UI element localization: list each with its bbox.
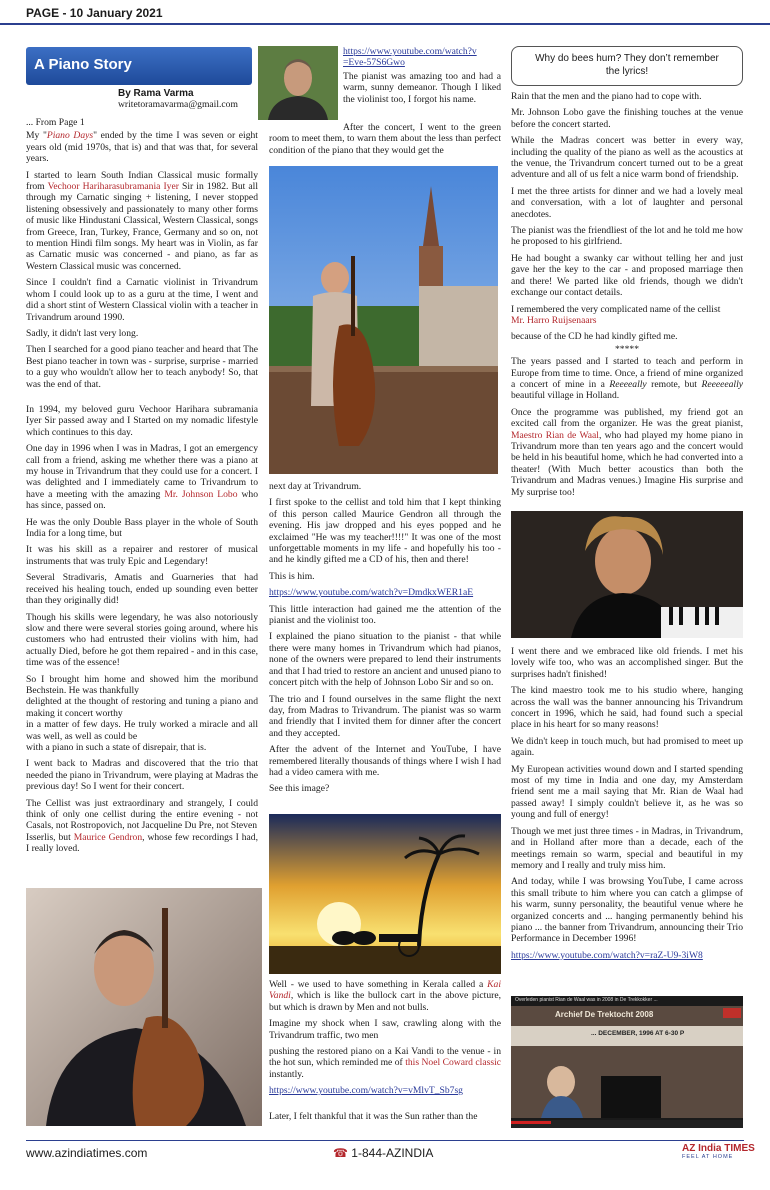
author-email[interactable]: writetoramavarma@gmail.com [118,99,238,110]
author-name: By Rama Varma [118,88,194,99]
paragraph: This little interaction had gained me the attention of the pianist and the violinist too. [269,603,501,627]
footer-rule [26,1140,744,1141]
column-3-bottom [511,646,743,966]
quote-line-2: the lyrics! [605,66,649,77]
pianist-portrait-icon [511,511,743,638]
column-2-bottom [269,979,501,1127]
youtube-link-1[interactable]: https://www.youtube.com/watch?v =Eve-57S6Gwo [343,46,477,69]
paragraph: It was his skill as a repairer and restorer of musical instruments that was truly Epic and Legendary! [26,544,258,567]
youtube-link-3[interactable]: https://www.youtube.com/watch?v=vMlvT_Sb7sg [269,1085,463,1097]
cellist-portrait-icon [26,888,262,1126]
paragraph: Several Stradivaris, Amatis and Guarneries that had received his healing touch, ended up sounding even better than they originally did! [26,572,258,607]
bullock-cart-image [269,814,501,974]
paragraph: with a piano in such a state of disrepair, that is. [26,741,207,753]
paragraph: Isserlis, but Maurice Gendron, whose few recordings I had, I really loved. [26,831,258,855]
paragraph: Once the programme was published, my friend got an excited call from the organizer. He was the great pianist, Maestro Rian de Waal, who had played my home piano in Trivandrum more than ten years ago and the concert would be held in his beautiful home, which he had converted into a theater! (With Much better acoustics than both the Trivandrum and Madras venues.) Imagine His surprise and My surprise too! [511,406,744,498]
paragraph: delighted at the thought of restoring and tuning a piano and making it concert worthy [26,696,258,719]
logo-main: AZ India TIMES [682,1143,755,1154]
kai-vandi-link[interactable]: Kai Vandi [269,979,501,1002]
maurice-gendron-link[interactable]: Maurice Gendron [73,831,143,843]
video-banner-text: ... DECEMBER, 1996 AT 6-30 P [591,1030,685,1037]
paragraph: So I brought him home and showed him the moribund Bechstein. He was thankfully [26,673,258,696]
top-rule [0,23,770,25]
column-2-para [269,122,501,161]
byline [118,88,258,110]
paragraph: In 1994, my beloved guru Vechoor Harihara subramania Iyer Sir passed away and I Started on my nomadic lifestyle which continues to this day. [26,404,258,438]
page-label: PAGE - 10 January 2021 [26,6,163,20]
logo-tagline: FEEL AT HOME [682,1154,734,1160]
harro-link[interactable]: Mr. Harro Ruijsenaars [511,314,597,326]
stars-divider: ***** [615,343,639,355]
column-1-continued [26,404,258,860]
column-2-body [269,481,501,800]
youtube-link-4[interactable]: https://www.youtube.com/watch?v=raZ-U9-3iW8 [511,949,703,961]
sunset-cart-icon [269,814,501,974]
paragraph: I met the three artists for dinner and we had a lovely meal and conversation, with a lot of laughter and personal anecdotes. [511,185,743,220]
paragraph: This is him. [269,570,315,582]
paragraph: Though his skills were legendary, he was also notoriously slow and there were several stories going around, where his customers who had entrusted their violins with him, had actually Died, before he got them repaired - and in this case, time was of the essence! [26,611,258,669]
paragraph: Though we met just three times - in Madras, in Trivandrum, and in Holland after more than a decade, each of the meetings remain so warm, special and beautiful in my memory and I really and truly miss him. [511,825,743,871]
paragraph: Mr. Johnson Lobo gave the finishing touches at the venue before the concert started. [511,107,743,130]
paragraph: next day at Trivandrum. [269,481,362,492]
paragraph: Rain that the men and the piano had to cope with. [511,91,702,102]
paragraph: Since I couldn't find a Carnatic violinist in Trivandrum whom I could look up to as a guru at the time, I went and did a short stint of Western Classical violin with a teacher in Trivandrum around 1990. [26,277,258,323]
paragraph: My "Piano Days" ended by the time I was seven or eight years old (mid 1970s, that is) and that was that, for several years. [26,130,258,165]
paragraph: He was the only Double Bass player in the whole of South India for a long time, but [26,516,258,540]
cellist-photo [26,888,262,1126]
paragraph: The trio and I found ourselves in the same flight the next day, from Madras to Trivandrum. The pianist was so warm and friendly that I invited them for dinner after the concert and they accepted. [269,693,501,739]
paragraph: Well - we used to have something in Kerala called a Kai Vandi, which is like the bullock cart in the above picture, but which is drawn by Men and not bulls. [269,979,501,1013]
paragraph: pushing the restored piano on a Kai Vandi to the venue - in the hot sun, which reminded me of this Noel Coward classic instantly. [269,1046,501,1080]
paragraph: After the concert, I went to the green room to meet them, to warn them about the less than perfect condition of the piano that they would get the [269,122,501,156]
author-photo [258,46,338,120]
column-2-top [343,46,501,110]
cellist-outdoor-icon [269,166,498,474]
video-still[interactable] [511,996,743,1128]
paragraph: He had bought a swanky car without telling her and just gave her the key to the car - and proposed marriage then and there! We parted like old friends, though we didn't exchange our contact details. [511,252,743,299]
from-page-note: ... From Page 1 [26,117,85,128]
paragraph: Sadly, it didn't last very long. [26,327,139,339]
video-archive-caption: Archief De Trektocht 2008 [555,1010,654,1019]
footer-logo [682,1143,755,1160]
paragraph: The pianist was the friendliest of the lot and he told me how he proposed to his girlfriend. [511,225,743,248]
cellist-outdoor-photo [269,166,498,474]
quote-box [511,46,743,86]
paragraph: My European activities wound down and I started spending most of my time in India and one day, my Amsterdam friend sent me a mail saying that Mr. Rian de Waal had passed away! I simply couldn't believe it, as he was so young and full of energy! [511,763,743,821]
paragraph: After the advent of the Internet and YouTube, I have remembered literally thousands of things where I wish I had had a video camera with me. [269,744,501,778]
column-3-top [511,91,743,503]
paragraph: One day in 1996 when I was in Madras, I got an emergency call from a friend, asking me whether there was a piano at my house in Trivandrum that they could use for a concert. I was delighted and I immediately came to Trivandrum to have a meeting with the amazing Mr. Johnson Lobo who has since, passed on. [26,443,259,512]
paragraph: Then I searched for a good piano teacher and heard that The Best piano teacher in town was - surprise, surprise - married to a guy who wouldn't allow her to teach anybody! So, that was the end of that. [26,344,258,390]
noel-coward-link[interactable]: this Noel Coward classic [405,1057,501,1069]
footer-website[interactable]: www.azindiatimes.com [26,1146,148,1160]
youtube-link-2[interactable]: https://www.youtube.com/watch?v=DmdkxWER1aE [269,587,474,599]
column-1 [26,117,258,395]
vechoor-link[interactable]: Vechoor Hariharasubramania Iyer [47,181,179,193]
paragraph: The pianist was amazing too and had a warm, sunny demeanor. Though I liked the violinist too, I forgot his name. [343,70,501,105]
paragraph: I went back to Madras and discovered that the trio that needed the piano in Trivandrum, were playing at Madras the previous day! So I went for their concert. [26,758,258,793]
paragraph: I went there and we embraced like old friends. I met his lovely wife too, who was an accomplished singer. But the surprises hadn't finished! [511,646,743,680]
paragraph: We didn't keep in touch much, but had promised to meet up again. [511,735,743,759]
author-portrait-icon [258,46,338,120]
johnson-lobo-link[interactable]: Mr. Johnson Lobo [164,488,238,500]
paragraph: I started to learn South Indian Classical music formally from Vechoor Hariharasubramania Iyer Sir in 1982. But all through my Carnatic singing + listening, I never stopped listening obsessively and passionately to many other forms of music like Hindustani Classical, Western Classical, songs from Greece, Iran, Turkey, France, Germany and so on, not to mention Hindi film songs. My heart was in Violin, as far as Carnatic music was concerned - and piano, as far as Western Classical music was concerned. [26,169,259,272]
paragraph: I remembered the very complicated name of the cellist Mr. Harro Ruijsenaars [511,303,721,326]
title-banner [26,47,252,85]
pianist-photo [511,511,743,638]
video-title: Overleden pianist Rian de Waal was in 2008 in De Trekkokker ... [515,997,658,1003]
paragraph: And today, while I was browsing YouTube, I came across this small tribute to him where you can catch a glimpse of his warm, sunny personality, the beautiful venue where he organized concerts and ... hanging permanently behind his piano ... the banner from Trivandrum, announcing their Trio Performance in December 1996! [511,876,743,945]
paragraph: The kind maestro took me to his studio where, hanging across the wall was the banner announcing his Trivandrum concert in 1996, which he said, had found such a special place in his heart for so many reasons! [511,685,743,731]
paragraph: The years passed and I started to teach and perform in Europe from time to time. Once, a friend of mine organized a concert of mine in a Reeeeally remote, but Reeeeeally beautiful village in Holland. [511,356,743,402]
paragraph: Later, I felt thankful that it was the Sun rather than the [269,1110,478,1122]
paragraph: I first spoke to the cellist and told him that I kept thinking of this person called Maurice Gendron all through the evening. His jaw dropped and his eyes popped and he exclaimed "He was my teacher!!!!" It was one of the most unforgettable moments in my life - and hopefully his too - and he kindly gifted me a CD of his, then and there! [269,497,501,566]
paragraph: While the Madras concert was better in every way, including the quality of the piano as well as the acoustics at the venue, the Trivandrum concert turned out to be a great adventure and all of us felt a nice warm bond of friendship. [511,135,743,181]
paragraph: See this image? [269,783,330,795]
paragraph: I explained the piano situation to the pianist - that while there were many homes in Trivandrum which had pianos, none of the owners were prepared to lend their instruments and that I had tried to restore an ancient and unused piano to concert pitch with the help of Johnson Lobo Sir and so on. [269,631,501,689]
rian-de-waal-link[interactable]: Maestro Rian de Waal [511,429,599,441]
phone-icon: ☎ [333,1146,348,1160]
paragraph: Imagine my shock when I saw, crawling along with the Trivandrum traffic, two men [269,1018,501,1041]
footer-phone[interactable]: ☎ 1-844-AZINDIA [333,1146,434,1160]
paragraph: The Cellist was just extraordinary and strangely, I could think of only one cellist during the entire evening - not Casals, not Rostropovich, not Jacqueline Du Pre, not Steven [26,797,258,832]
article-title: A Piano Story [34,56,132,73]
paragraph: in a matter of few days. He truly worked a miracle and all was well, as well as could be [26,719,258,742]
paragraph: because of the CD he had kindly gifted me. [511,331,678,343]
quote-line-1: Why do bees hum? They don’t remember [535,53,719,64]
